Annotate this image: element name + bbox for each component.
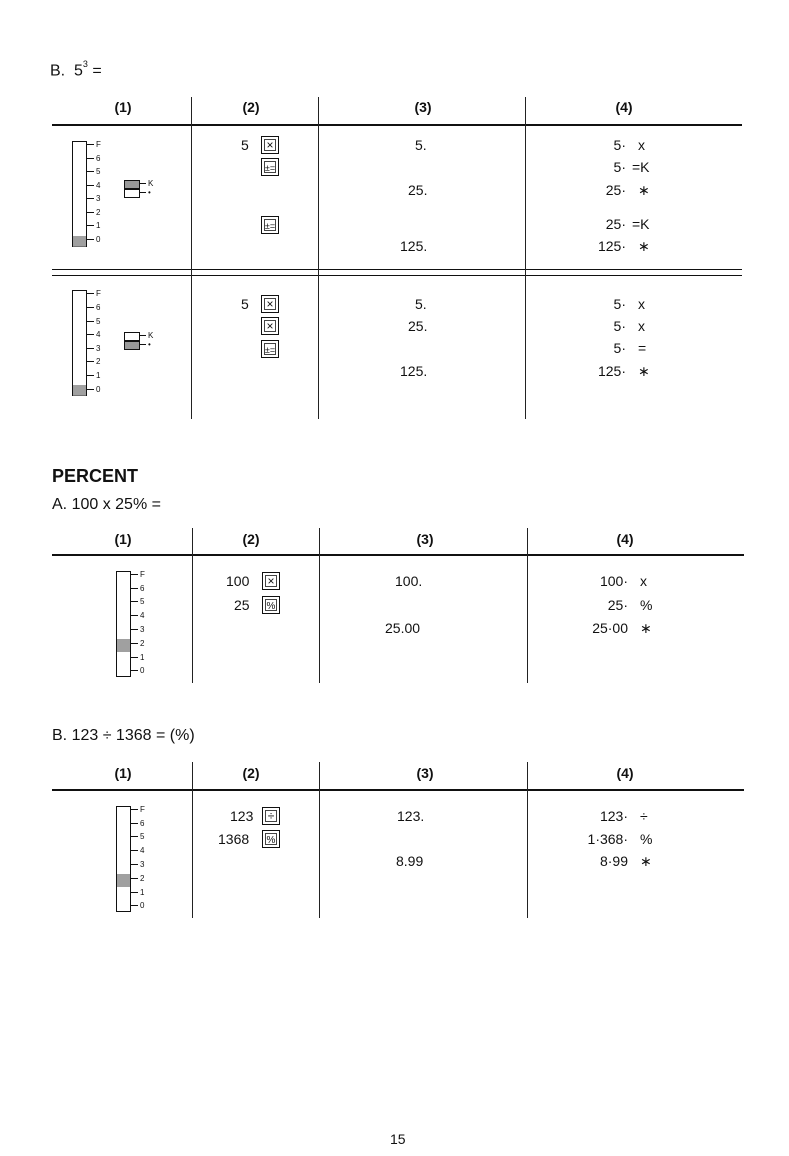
tick-6: 6 (131, 820, 144, 828)
tick-4: 4 (87, 182, 100, 190)
p1-key-value-1: 5 (241, 137, 249, 153)
p2-tape-value-2: 5· (613, 318, 626, 334)
p1-display-1: 5. (415, 137, 427, 153)
tick-4: 4 (131, 612, 144, 620)
p2-key-3-glyph: ±= (264, 345, 276, 355)
power-col-4-header: (4) (615, 99, 633, 115)
power-heading-exponent: 3 (82, 59, 88, 69)
percent-b-heading: B. 123 ÷ 1368 = (%) (52, 727, 195, 744)
divide-key (262, 807, 280, 825)
tick-f: F (131, 571, 145, 579)
p1-display-2: 25. (408, 182, 428, 198)
pa-col-4-header: (4) (616, 531, 634, 547)
tick-f: F (87, 141, 101, 149)
pb-divider-1 (192, 762, 193, 918)
p1-key-1-glyph: × (266, 138, 274, 152)
selector-shade (117, 639, 130, 652)
tick-4: 4 (87, 331, 100, 339)
tick-0: 0 (87, 236, 100, 244)
p1-tape-value-3: 25· (605, 182, 626, 198)
p2-key-2-glyph: × (266, 319, 274, 333)
p1-tape-value-2: 5· (613, 159, 626, 175)
pb-tape-value-1: 123· (599, 808, 628, 824)
page-number: 15 (390, 1131, 406, 1147)
pb-col-3-header: (3) (416, 765, 434, 781)
tick-3: 3 (131, 626, 144, 634)
multiply-key (261, 295, 279, 313)
pb-key-1-glyph: ÷ (267, 809, 275, 823)
pa-display-1: 100. (395, 573, 423, 589)
selector-shade (73, 236, 86, 247)
tick-f: F (87, 290, 101, 298)
percent-a-heading: A. 100 x 25% = (52, 496, 161, 513)
plus-minus-equals-key (261, 340, 279, 358)
p2-tape-sym-1: x (638, 296, 645, 312)
p2-display-3: 125. (400, 363, 428, 379)
pa-key-value-2: 25 (234, 597, 250, 613)
power-heading-label: B. (50, 62, 66, 80)
switch-upper (124, 332, 140, 341)
pb-divider-2 (319, 762, 320, 918)
tick-1: 1 (131, 889, 144, 897)
p1-key-2-glyph: ±= (264, 163, 276, 173)
plus-minus-equals-key (261, 216, 279, 234)
pa-col-3-header: (3) (416, 531, 434, 547)
selector-bar (72, 290, 87, 396)
power-col-2-header: (2) (242, 99, 260, 115)
tick-f: F (131, 806, 145, 814)
pa-divider-3 (527, 528, 528, 683)
tick-0: 0 (87, 386, 100, 394)
pa-tape-sym-3: ∗ (640, 620, 652, 636)
tick-1: 1 (131, 654, 144, 662)
pa-key-2-glyph: % (266, 601, 276, 612)
p2-key-1-glyph: × (266, 297, 274, 311)
p2-tape-sym-3: = (638, 340, 647, 356)
pa-tape-value-1: 100· (599, 573, 628, 589)
tick-6: 6 (87, 155, 100, 163)
selector-bar (116, 806, 131, 912)
pa-key-1-glyph: × (267, 574, 275, 588)
power-mid-rule-2 (52, 275, 742, 276)
pa-tape-sym-2: % (640, 597, 653, 613)
multiply-key (261, 136, 279, 154)
switch-label-dot: • (140, 189, 151, 197)
tick-5: 5 (87, 318, 100, 326)
power-heading-base: 5 (74, 62, 83, 80)
p2-display-1: 5. (415, 296, 427, 312)
switch-lower (124, 189, 140, 198)
pa-header-rule (52, 554, 744, 556)
switch-upper (124, 180, 140, 189)
p2-tape-value-1: 5· (613, 296, 626, 312)
pa-tape-value-3: 25·00 (592, 620, 628, 636)
p2-display-2: 25. (408, 318, 428, 334)
p1-tape-sym-4: =K (632, 216, 650, 232)
tick-2: 2 (87, 209, 100, 217)
tick-4: 4 (131, 847, 144, 855)
selector-bar (116, 571, 131, 677)
pb-col-4-header: (4) (616, 765, 634, 781)
tick-5: 5 (87, 168, 100, 176)
pa-tape-value-2: 25· (607, 597, 628, 613)
pa-display-2: 25.00 (385, 620, 421, 636)
pb-tape-sym-2: % (640, 831, 653, 847)
p2-tape-sym-4: ∗ (638, 363, 650, 379)
pa-divider-1 (192, 528, 193, 683)
pa-tape-sym-1: x (640, 573, 647, 589)
power-mid-rule-1 (52, 269, 742, 270)
percent-key (262, 830, 280, 848)
power-divider-2 (318, 97, 319, 419)
p1-tape-sym-2: =K (632, 159, 650, 175)
pb-display-2: 8.99 (396, 853, 424, 869)
pb-tape-sym-1: ÷ (640, 808, 648, 824)
power-col-1-header: (1) (114, 99, 132, 115)
switch-label-dot: • (140, 341, 151, 349)
pb-tape-value-3: 8·99 (599, 853, 628, 869)
power-divider-1 (191, 97, 192, 419)
p2-tape-sym-2: x (638, 318, 645, 334)
p1-tape-value-1: 5· (613, 137, 626, 153)
selector-shade (117, 874, 130, 887)
p1-tape-sym-3: ∗ (638, 182, 650, 198)
pb-key-2-glyph: % (266, 835, 276, 846)
p1-display-3: 125. (400, 238, 428, 254)
power-heading-equals: = (92, 62, 102, 80)
pa-divider-2 (319, 528, 320, 683)
tick-0: 0 (131, 902, 144, 910)
tick-2: 2 (131, 640, 144, 648)
p2-key-value-1: 5 (241, 296, 249, 312)
p1-tape-value-4: 25· (605, 216, 626, 232)
multiply-key (261, 317, 279, 335)
p1-tape-sym-5: ∗ (638, 238, 650, 254)
pb-tape-value-2: 1·368· (587, 831, 628, 847)
tick-3: 3 (131, 861, 144, 869)
pa-col-2-header: (2) (242, 531, 260, 547)
tick-5: 5 (131, 833, 144, 841)
p1-key-3-glyph: ±= (264, 221, 276, 231)
pb-divider-3 (527, 762, 528, 918)
switch-label-k: K (140, 332, 153, 340)
tick-2: 2 (131, 875, 144, 883)
tick-6: 6 (87, 304, 100, 312)
tick-3: 3 (87, 195, 100, 203)
tick-1: 1 (87, 222, 100, 230)
tick-5: 5 (131, 598, 144, 606)
power-col-3-header: (3) (414, 99, 432, 115)
pb-tape-sym-3: ∗ (640, 853, 652, 869)
pb-header-rule (52, 789, 744, 791)
tick-0: 0 (131, 667, 144, 675)
plus-minus-equals-key (261, 158, 279, 176)
p2-tape-value-3: 5· (613, 340, 626, 356)
tick-1: 1 (87, 372, 100, 380)
pb-col-1-header: (1) (114, 765, 132, 781)
switch-lower (124, 341, 140, 350)
power-heading (50, 61, 102, 80)
percent-key (262, 596, 280, 614)
p1-tape-sym-1: x (638, 137, 645, 153)
power-divider-3 (525, 97, 526, 419)
pb-key-value-2: 1368 (218, 831, 250, 847)
pb-col-2-header: (2) (242, 765, 260, 781)
p1-tape-value-5: 125· (597, 238, 626, 254)
pb-key-value-1: 123 (230, 808, 254, 824)
tick-3: 3 (87, 345, 100, 353)
tick-2: 2 (87, 358, 100, 366)
percent-title: PERCENT (52, 466, 139, 486)
selector-shade (73, 385, 86, 396)
pa-key-value-1: 100 (226, 573, 250, 589)
power-header-rule (52, 124, 742, 126)
tick-6: 6 (131, 585, 144, 593)
p2-tape-value-4: 125· (597, 363, 626, 379)
switch-label-k: K (140, 180, 153, 188)
pb-display-1: 123. (397, 808, 425, 824)
multiply-key (262, 572, 280, 590)
pa-col-1-header: (1) (114, 531, 132, 547)
selector-bar (72, 141, 87, 247)
